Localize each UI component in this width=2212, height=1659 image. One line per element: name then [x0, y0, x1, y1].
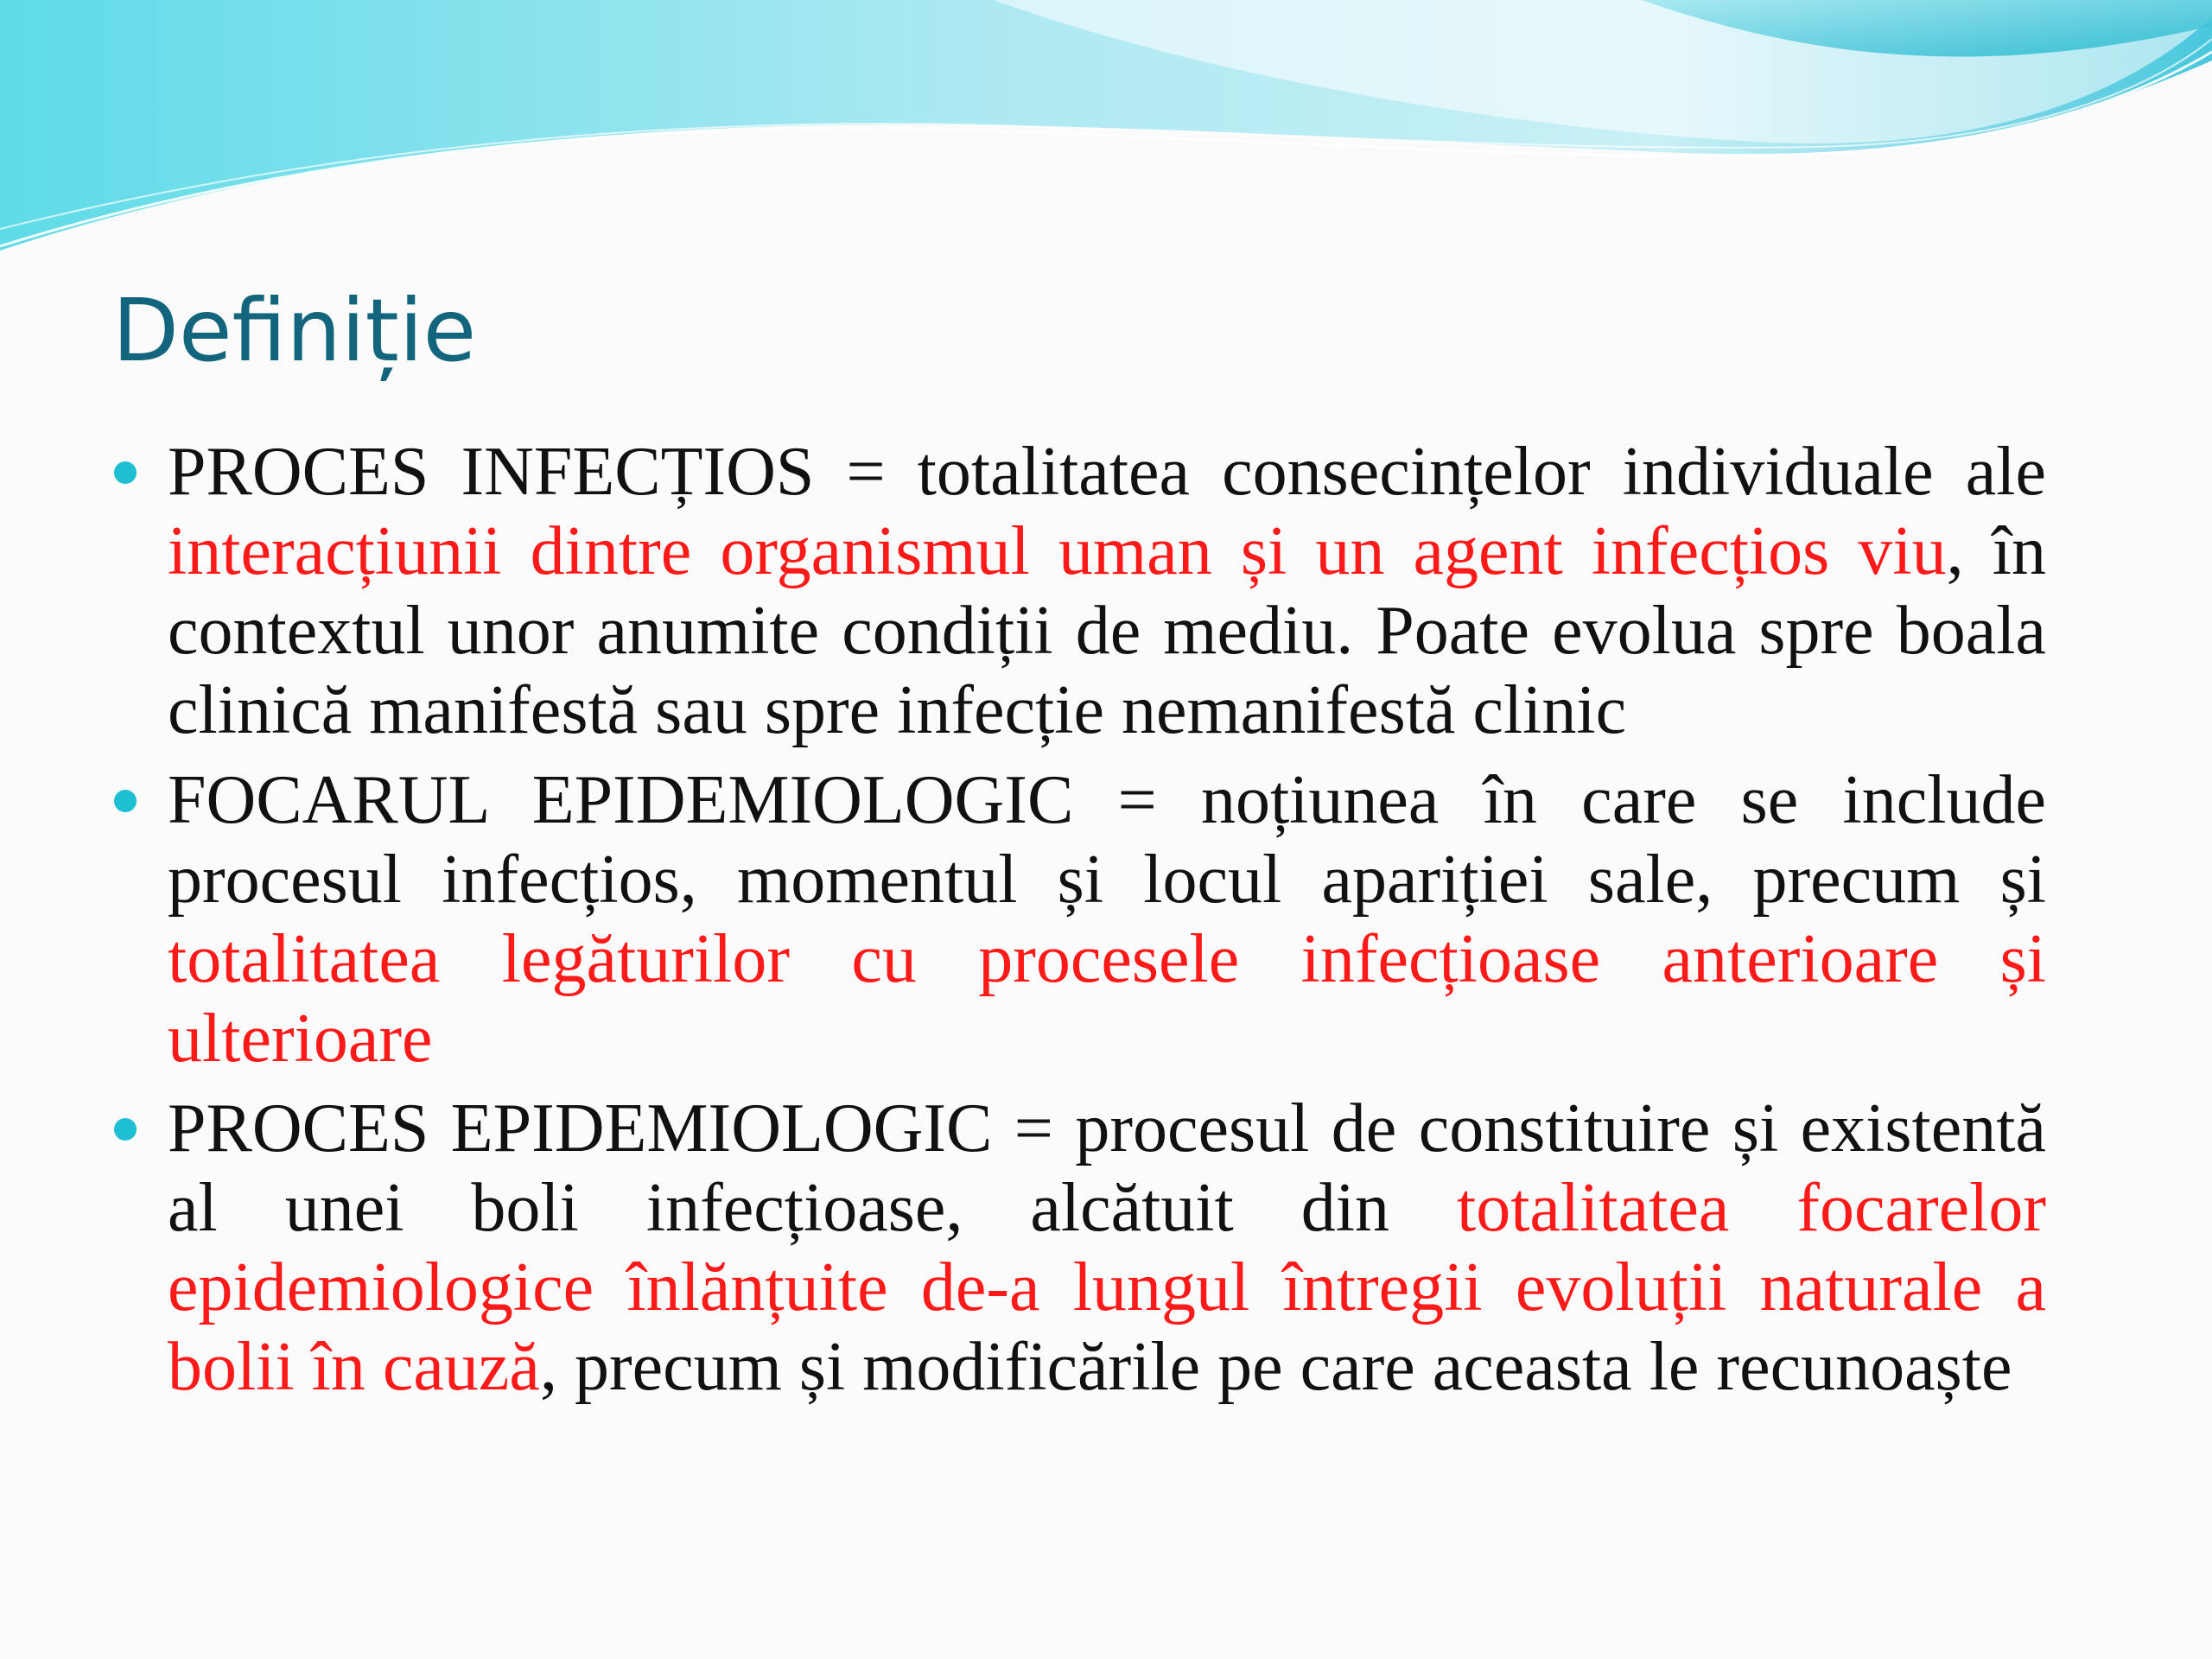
bullet-text: PROCES INFECȚIOS = totalitatea consecințelor individuale ale [168, 434, 2046, 510]
bullet-text: , în contextul unor anumite condiții de mediu. Poate evolua spre boala clinică manifestă sau spre infecție nemanifestă clinic [168, 513, 2047, 748]
bullet-text: FOCARUL EPIDEMIOLOGIC = noțiunea în care se include procesul infecțios, momentul și locul apariției sale, precum și [168, 762, 2046, 918]
bullet-text: PROCES EPIDEMIOLOGIC = procesul de constituire și existentă al unei boli infecțioase, alcătuit din [168, 1090, 2046, 1246]
bullet-text: , precum și modificările pe care aceasta le recunoaște [539, 1329, 2012, 1405]
bullet-highlight: totalitatea focarelor epidemiologice înlănțuite de-a lungul întregii evoluții naturale a bolii în cauză [168, 1170, 2047, 1405]
bullet-dot-icon [114, 461, 137, 484]
bullet-dot-icon [114, 790, 137, 812]
slide-title: Definiție [112, 280, 477, 381]
header-wave-decoration [0, 0, 2212, 259]
bullet-highlight: totalitatea legăturilor cu procesele infecțioase anterioare și ulterioare [168, 921, 2046, 1077]
bullet-dot-icon [114, 1118, 137, 1141]
bullet-highlight: interacțiunii dintre organismul uman și un agent infecțios viu [168, 513, 1947, 589]
bullet-proces-infectios [168, 432, 2046, 750]
bullet-proces-epidemiologic [168, 1089, 2046, 1407]
bullet-focarul-epidemiologic [168, 760, 2046, 1078]
definition-list [168, 432, 2046, 1417]
